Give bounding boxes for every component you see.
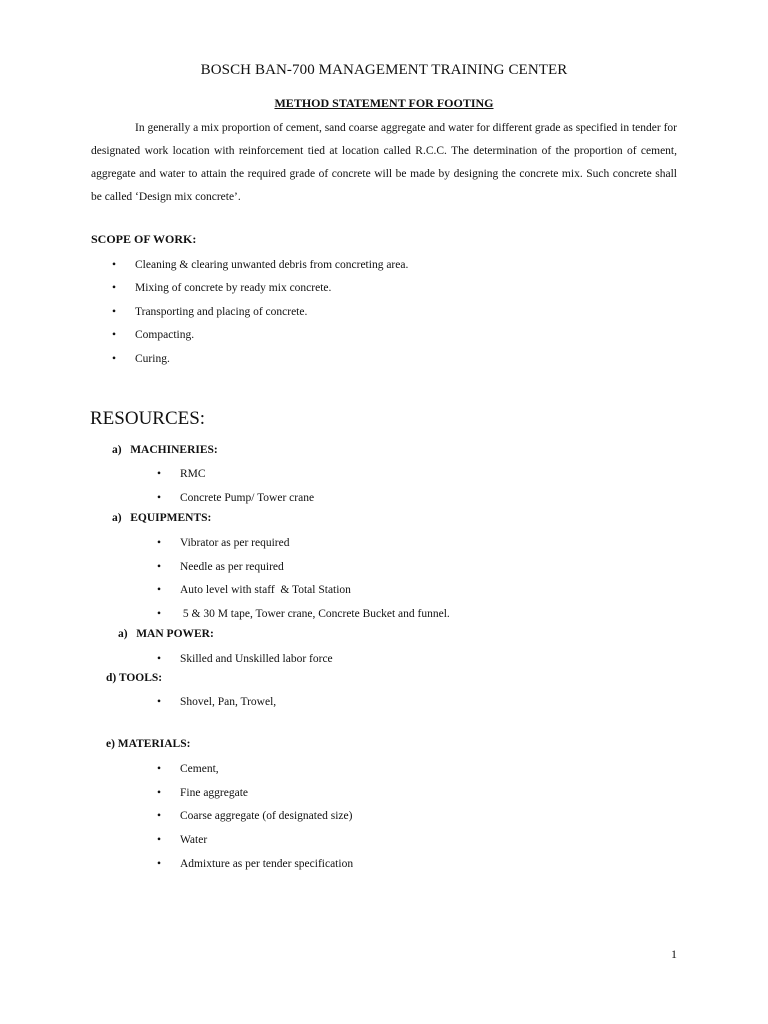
bullet-icon: • [157,696,162,708]
materials-item-text: Water [180,834,208,846]
equipments-heading: a) EQUIPMENTS: [112,512,212,524]
bullet-icon: • [157,810,162,822]
page-number: 1 [671,947,677,961]
equipments-item-text: Auto level with staff & Total Station [180,584,351,596]
machineries-item-text: Concrete Pump/ Tower crane [180,492,315,504]
manpower-item-text: Skilled and Unskilled labor force [180,653,333,665]
resources-heading: RESOURCES: [90,408,206,429]
bullet-icon: • [157,763,162,775]
bullet-icon: • [112,282,117,294]
document-title: BOSCH BAN-700 MANAGEMENT TRAINING CENTER [200,62,568,78]
bullet-icon: • [112,259,117,271]
machineries-item-text: RMC [180,468,206,480]
scope-item-text: Transporting and placing of concrete. [135,306,308,318]
bullet-icon: • [157,834,162,846]
bullet-icon: • [157,561,162,573]
scope-heading: SCOPE OF WORK: [91,232,197,246]
document-subtitle: METHOD STATEMENT FOR FOOTING [274,96,494,110]
bullet-icon: • [157,584,162,596]
tools-heading: d) TOOLS: [106,672,163,684]
bullet-icon: • [157,608,162,620]
equipments-item-text: 5 & 30 M tape, Tower crane, Concrete Bucket and funnel. [180,608,450,620]
equipments-item-text: Needle as per required [180,561,284,573]
machineries-heading: a) MACHINERIES: [112,444,218,456]
scope-item-text: Compacting. [135,329,195,341]
intro-paragraph: In generally a mix proportion of cement, sand coarse aggregate and water for different grade as specified in tender for designated work location with reinforcement tied at location called R.C.C. The determination of the proportion of cement, aggregate and water to attain the required grade of concrete will be made by designing the concrete mix. Such concrete shall be called ‘Design mix concrete’. [91,122,677,203]
materials-item-text: Admixture as per tender specification [180,858,354,870]
materials-item-text: Cement, [180,763,219,775]
manpower-heading: a) MAN POWER: [118,628,214,640]
scope-item-text: Curing. [135,353,170,365]
equipments-item-text: Vibrator as per required [180,537,290,549]
tools-item-text: Shovel, Pan, Trowel, [180,696,277,708]
scope-item-text: Mixing of concrete by ready mix concrete. [135,282,332,294]
bullet-icon: • [157,492,162,504]
bullet-icon: • [157,858,162,870]
bullet-icon: • [157,653,162,665]
bullet-icon: • [112,306,117,318]
bullet-icon: • [157,468,162,480]
scope-item-text: Cleaning & clearing unwanted debris from concreting area. [135,259,409,271]
bullet-icon: • [157,787,162,799]
materials-heading: e) MATERIALS: [106,738,191,750]
bullet-icon: • [112,329,117,341]
materials-item-text: Fine aggregate [180,787,249,799]
materials-item-text: Coarse aggregate (of designated size) [180,810,353,822]
bullet-icon: • [157,537,162,549]
bullet-icon: • [112,353,117,365]
